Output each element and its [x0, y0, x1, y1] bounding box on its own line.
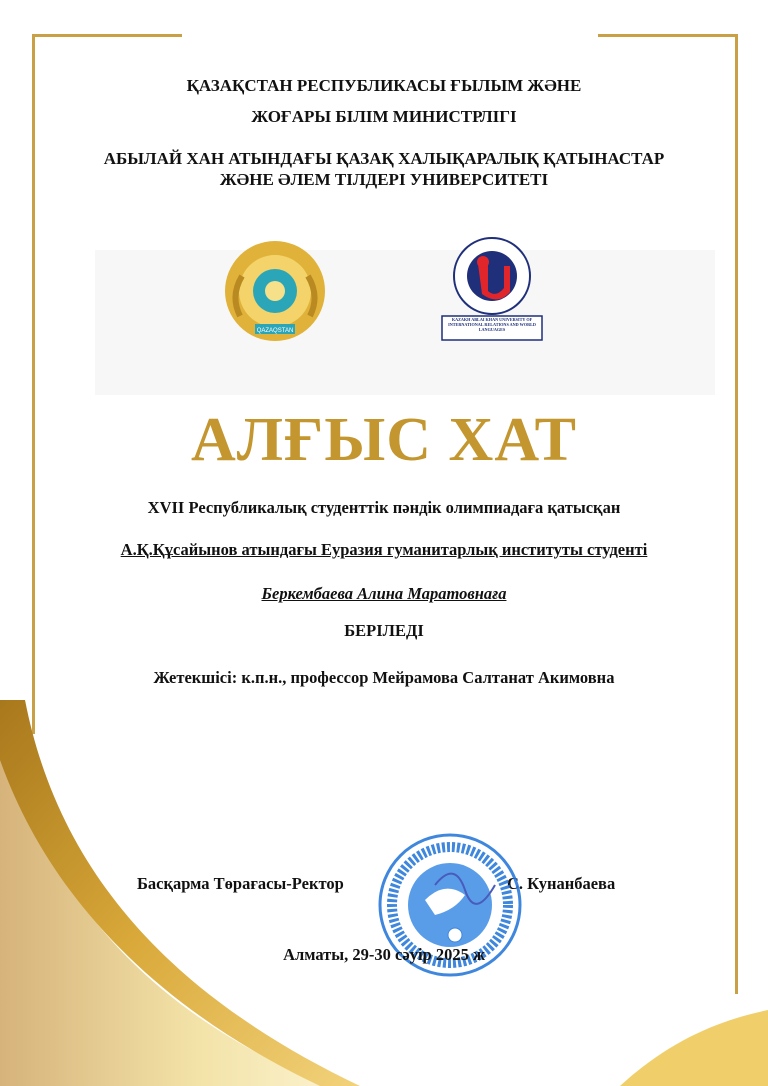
document-title: АЛҒЫС ХАТ — [190, 406, 578, 474]
university-line-2: ЖӘНЕ ӘЛЕМ ТІЛДЕРІ УНИВЕРСИТЕТІ — [219, 170, 549, 189]
university-line-1: АБЫЛАЙ ХАН АТЫНДАҒЫ ҚАЗАҚ ХАЛЫҚАРАЛЫҚ ҚАТЫНАСТАР — [103, 149, 665, 168]
recipient-name: Беркембаева Алина Маратовнаға — [261, 584, 507, 603]
university-logo-text: KAZAKH ABLAI KHAN UNIVERSITY OF INTERNATIONAL RELATIONS AND WORLD LANGUAGES — [448, 317, 536, 332]
place-and-date: Алматы, 29-30 сәуір 2025 ж — [283, 945, 485, 964]
emblem-text: QAZAQSTAN — [256, 328, 294, 334]
logo-band — [95, 250, 715, 395]
university-logo-icon — [438, 236, 546, 344]
signatory-name: С. Кунанбаева — [507, 874, 616, 893]
institution-line: А.Қ.Құсайынов атындағы Еуразия гуманитарлық институты студенті — [120, 540, 648, 559]
awarded-label: БЕРІЛЕДІ — [344, 621, 424, 640]
signatory-position: Басқарма Төрағасы-Ректор — [137, 874, 344, 893]
supervisor-line: Жетекшісі: к.п.н., профессор Мейрамова Салтанат Акимовна — [153, 668, 615, 687]
event-line: XVII Республикалық студенттік пәндік олимпиадаға қатысқан — [147, 498, 621, 517]
kazakhstan-emblem-icon — [220, 236, 330, 348]
ministry-line-1: ҚАЗАҚСТАН РЕСПУБЛИКАСЫ ҒЫЛЫМ ЖӘНЕ — [186, 76, 582, 95]
ministry-line-2: ЖОҒАРЫ БІЛІМ МИНИСТРЛІГІ — [251, 107, 517, 126]
